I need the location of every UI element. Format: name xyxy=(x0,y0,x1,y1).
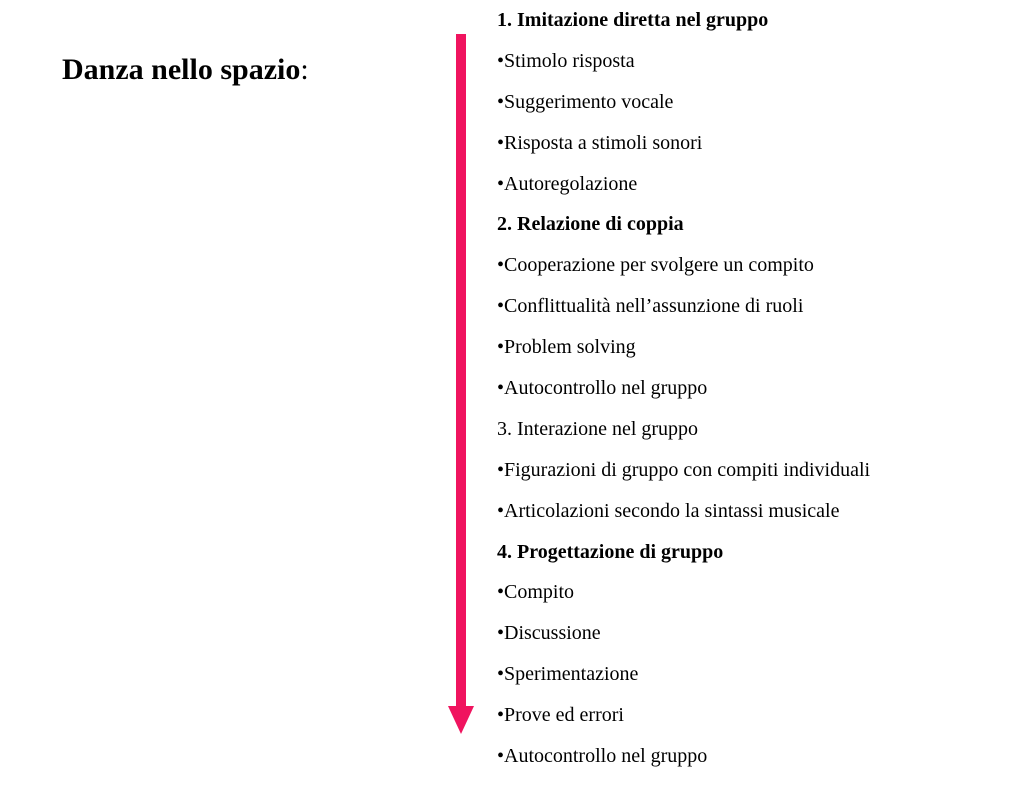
bullet-item: •Articolazioni secondo la sintassi musicale xyxy=(497,499,840,522)
content-list xyxy=(497,10,870,787)
down-arrow-icon xyxy=(446,34,476,736)
bullet-item: •Stimolo risposta xyxy=(497,49,635,72)
bullet-item: •Cooperazione per svolgere un compito xyxy=(497,254,814,277)
arrow-shaft xyxy=(456,34,466,714)
section-heading: 4. Progettazione di gruppo xyxy=(497,540,724,563)
bullet-item: •Problem solving xyxy=(497,336,636,359)
bullet-item: •Risposta a stimoli sonori xyxy=(497,131,703,154)
section-heading: 2. Relazione di coppia xyxy=(497,213,684,236)
bullet-item: •Figurazioni di gruppo con compiti individuali xyxy=(497,458,871,481)
bullet-item: •Suggerimento vocale xyxy=(497,90,674,113)
section-heading: 1. Imitazione diretta nel gruppo xyxy=(497,9,769,31)
slide-title xyxy=(62,52,309,88)
bullet-item: •Autocontrollo nel gruppo xyxy=(497,377,708,400)
slide-title-colon: : xyxy=(300,53,309,86)
bullet-item: •Compito xyxy=(497,581,575,604)
bullet-item: •Sperimentazione xyxy=(497,663,639,686)
bullet-item: •Autocontrollo nel gruppo xyxy=(497,745,708,768)
slide-title-text: Danza nello spazio xyxy=(62,53,301,86)
bullet-item: •Conflittualità nell’assunzione di ruoli xyxy=(497,295,804,318)
bullet-item: •Autoregolazione xyxy=(497,172,638,195)
section-heading-plain: 3. Interazione nel gruppo xyxy=(497,417,699,440)
bullet-item: •Prove ed errori xyxy=(497,704,624,727)
bullet-item: •Discussione xyxy=(497,622,601,645)
arrow-head xyxy=(448,706,474,734)
